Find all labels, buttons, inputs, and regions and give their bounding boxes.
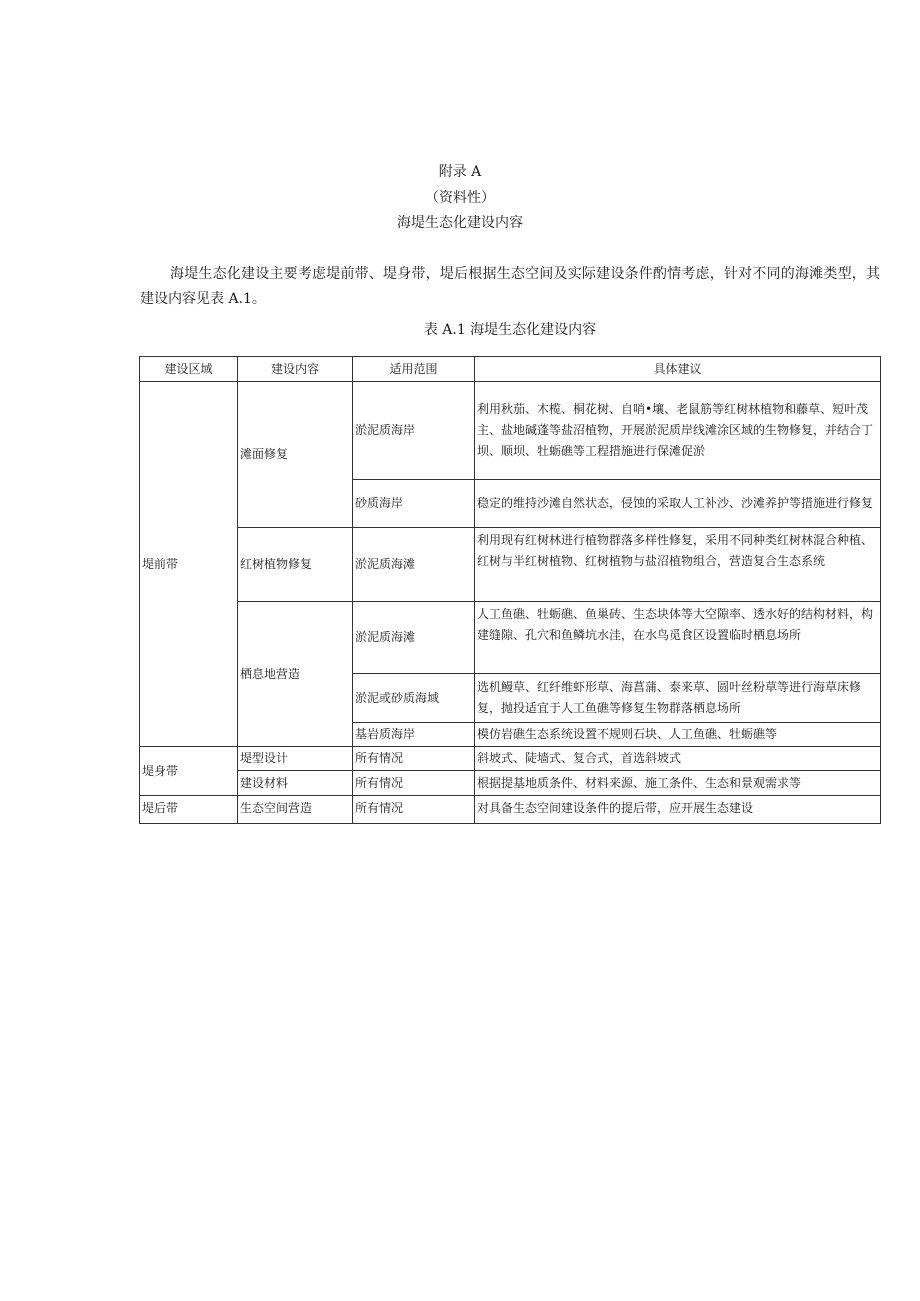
- table-row: [140, 602, 881, 674]
- advice-cell: 对具备生态空间建设条件的提后带，应开展生态建设: [475, 796, 881, 824]
- table-caption: 表 A.1 海堤生态化建设内容: [423, 322, 597, 338]
- table-row: [140, 796, 881, 824]
- advice-cell: 利用秋茄、木榄、桐花树、自哨•壤、老鼠筋等红树林植物和藤草、短叶茂主、盐地碱蓬等盐沼植物，开展淤泥质岸线滩涂区域的生物修复，并结合丁坝、顺坝、牡蛎礁等工程措施进行保滩促淤: [475, 382, 881, 480]
- header-content: 建设内容: [238, 357, 353, 382]
- scope-cell: 淤泥或砂质海域: [353, 674, 475, 723]
- zone-cell: 堤身带: [140, 747, 238, 796]
- advice-cell: 人工鱼礁、牡蛎礁、鱼巢砖、生态块体等大空隙率、透水好的结构材料，构建缝隙、孔穴和鱼鳞坑水洼，在水鸟觅食区设置临时栖息场所: [475, 602, 881, 674]
- scope-cell: 所有情况: [353, 747, 475, 771]
- content-cell: 建设材料: [238, 771, 353, 796]
- appendix-title: 附录 A: [438, 164, 482, 180]
- scope-cell: 所有情况: [353, 796, 475, 824]
- scope-cell: 淤泥质海滩: [353, 602, 475, 674]
- table-row: [140, 747, 881, 771]
- scope-cell: 基岩质海岸: [353, 723, 475, 747]
- header-scope: 适用范围: [353, 357, 475, 382]
- content-cell: 滩面修复: [238, 382, 353, 528]
- advice-cell: 斜坡式、陡墙式、复合式，首选斜坡式: [475, 747, 881, 771]
- advice-cell: 选机鳗草、红纤维虾形草、海菖蒲、泰来草、圆叶丝粉草等进行海草床修复，抛投适宜于人工鱼礁等修复生物群落栖息场所: [475, 674, 881, 723]
- content-cell: 红树植物修复: [238, 528, 353, 602]
- header-advice: 具体建议: [475, 357, 881, 382]
- scope-cell: 砂质海岸: [353, 480, 475, 528]
- table-row: [140, 771, 881, 796]
- zone-cell: 堤后带: [140, 796, 238, 824]
- scope-cell: 淤泥质海岸: [353, 382, 475, 480]
- table-header-row: [140, 357, 881, 382]
- table-row: [140, 382, 881, 480]
- table-row: [140, 528, 881, 602]
- advice-cell: 根据提基地质条件、材料来源、施工条件、生态和景观需求等: [475, 771, 881, 796]
- construction-content-table: [139, 356, 881, 824]
- scope-cell: 所有情况: [353, 771, 475, 796]
- content-cell: 堤型设计: [238, 747, 353, 771]
- content-cell: 生态空间营造: [238, 796, 353, 824]
- zone-cell: 堤前带: [140, 382, 238, 747]
- header-zone: 建设区域: [140, 357, 238, 382]
- appendix-subtitle: （资料性）: [425, 190, 495, 206]
- content-cell: 栖息地营造: [238, 602, 353, 747]
- advice-cell: 利用现有红树林进行植物群落多样性修复，采用不同种类红树林混合种植、红树与半红树植物、红树植物与盐沼植物组合，营造复合生态系统: [475, 528, 881, 602]
- intro-paragraph: 海堤生态化建设主要考虑堤前带、堤身带，堤后根据生态空间及实际建设条件酌情考虑，针对不同的海滩类型，其建设内容见表 A.1。: [140, 266, 880, 307]
- advice-cell: 稳定的维持沙滩自然状态，侵蚀的采取人工补沙、沙滩养护等措施进行修复: [475, 480, 881, 528]
- appendix-heading: 海堤生态化建设内容: [397, 215, 523, 231]
- advice-cell: 模仿岩礁生态系统设置不规则石块、人工鱼礁、牡蛎礁等: [475, 723, 881, 747]
- scope-cell: 淤泥质海滩: [353, 528, 475, 602]
